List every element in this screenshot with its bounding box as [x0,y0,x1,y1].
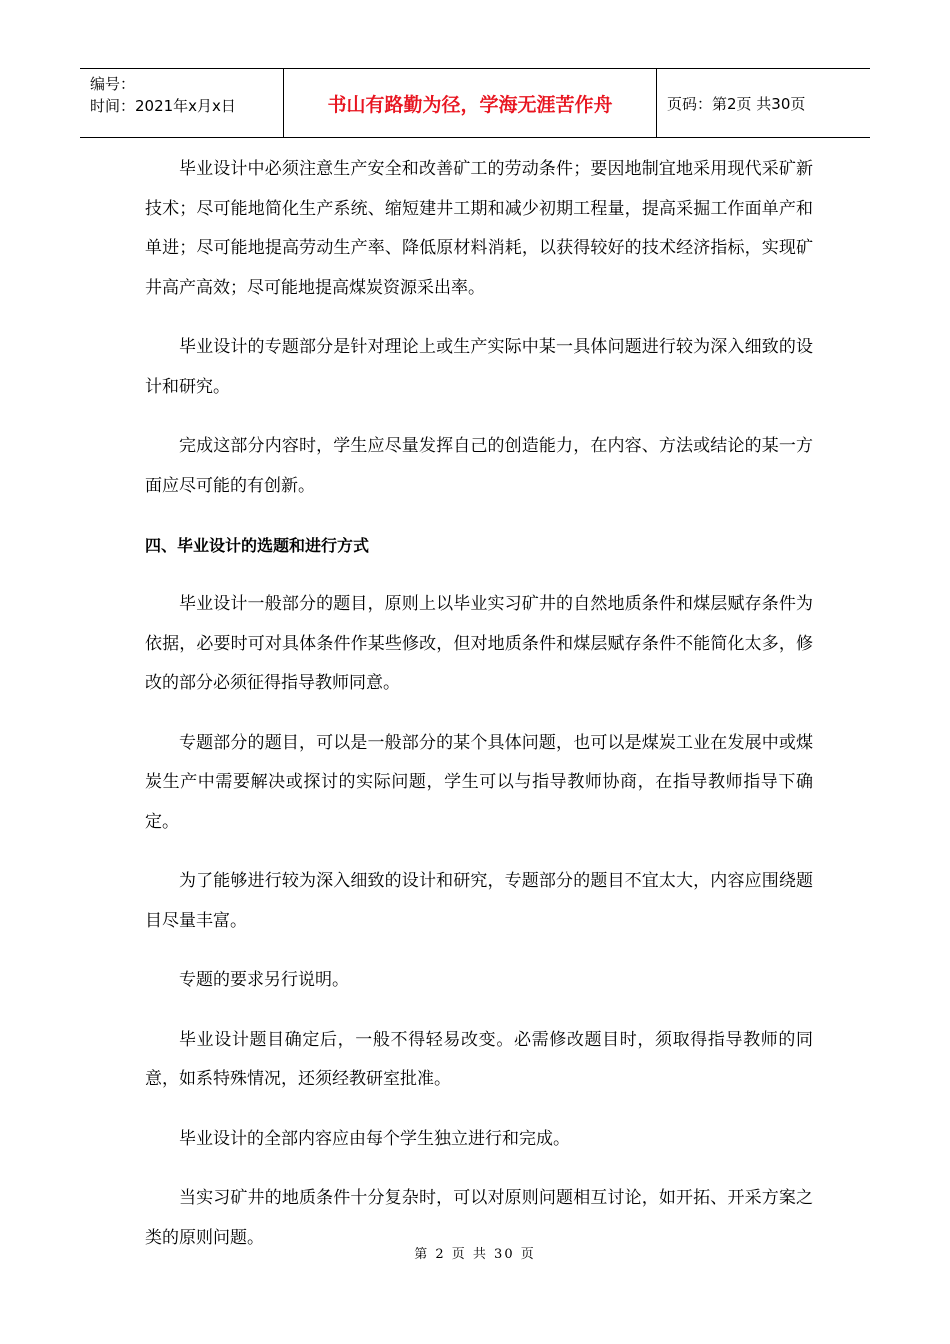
paragraph: 毕业设计题目确定后，一般不得轻易改变。必需修改题目时，须取得指导教师的同意，如系特殊情况，还须经教研室批准。 [145,1029,813,1089]
paragraph: 毕业设计的专题部分是针对理论上或生产实际中某一具体问题进行较为深入细致的设计和研究。 [145,337,813,397]
page-header [80,68,870,138]
paragraph: 当实习矿井的地质条件十分复杂时，可以对原则问题相互讨论，如开拓、开采方案之类的原则问题。 [145,1188,813,1248]
header-meta [80,69,283,137]
paragraph: 为了能够进行较为深入细致的设计和研究，专题部分的题目不宜太大，内容应围绕题目尽量丰富。 [145,871,813,931]
section-heading: 四、毕业设计的选题和进行方式 [145,536,370,555]
paragraph: 专题的要求另行说明。 [179,970,349,990]
paragraph: 完成这部分内容时，学生应尽量发挥自己的创造能力，在内容、方法或结论的某一方面应尽可能的有创新。 [145,436,813,496]
document-number-label: 编号： [90,75,136,93]
page-footer-number: 第 2 页 共 30 页 [414,1247,536,1262]
paragraph: 毕业设计的全部内容应由每个学生独立进行和完成。 [179,1128,570,1149]
document-date: 时间：2021年x月x日 [90,97,236,115]
header-page-info: 页码：第2页 共30页 [667,94,806,113]
paragraph: 专题部分的题目，可以是一般部分的某个具体问题，也可以是煤炭工业在发展中或煤炭生产中需要解决或探讨的实际问题，学生可以与指导教师协商，在指导教师指导下确定。 [145,732,813,832]
document-body [145,150,813,1278]
paragraph: 毕业设计一般部分的题目，原则上以毕业实习矿井的自然地质条件和煤层赋存条件为依据，必要时可对具体条件作某些修改，但对地质条件和煤层赋存条件不能简化太多，修改的部分必须征得指导教师同意。 [145,594,813,693]
paragraph: 毕业设计中必须注意生产安全和改善矿工的劳动条件；要因地制宜地采用现代采矿新技术；尽可能地简化生产系统、缩短建井工期和减少初期工程量，提高采掘工作面单产和单进；尽可能地提高劳动生产率、降低原材料消耗，以获得较好的技术经济指标，实现矿井高产高效；尽可能地提高煤炭资源采出率。 [145,159,813,298]
header-motto: 书山有路勤为径，学海无涯苦作舟 [283,69,657,137]
